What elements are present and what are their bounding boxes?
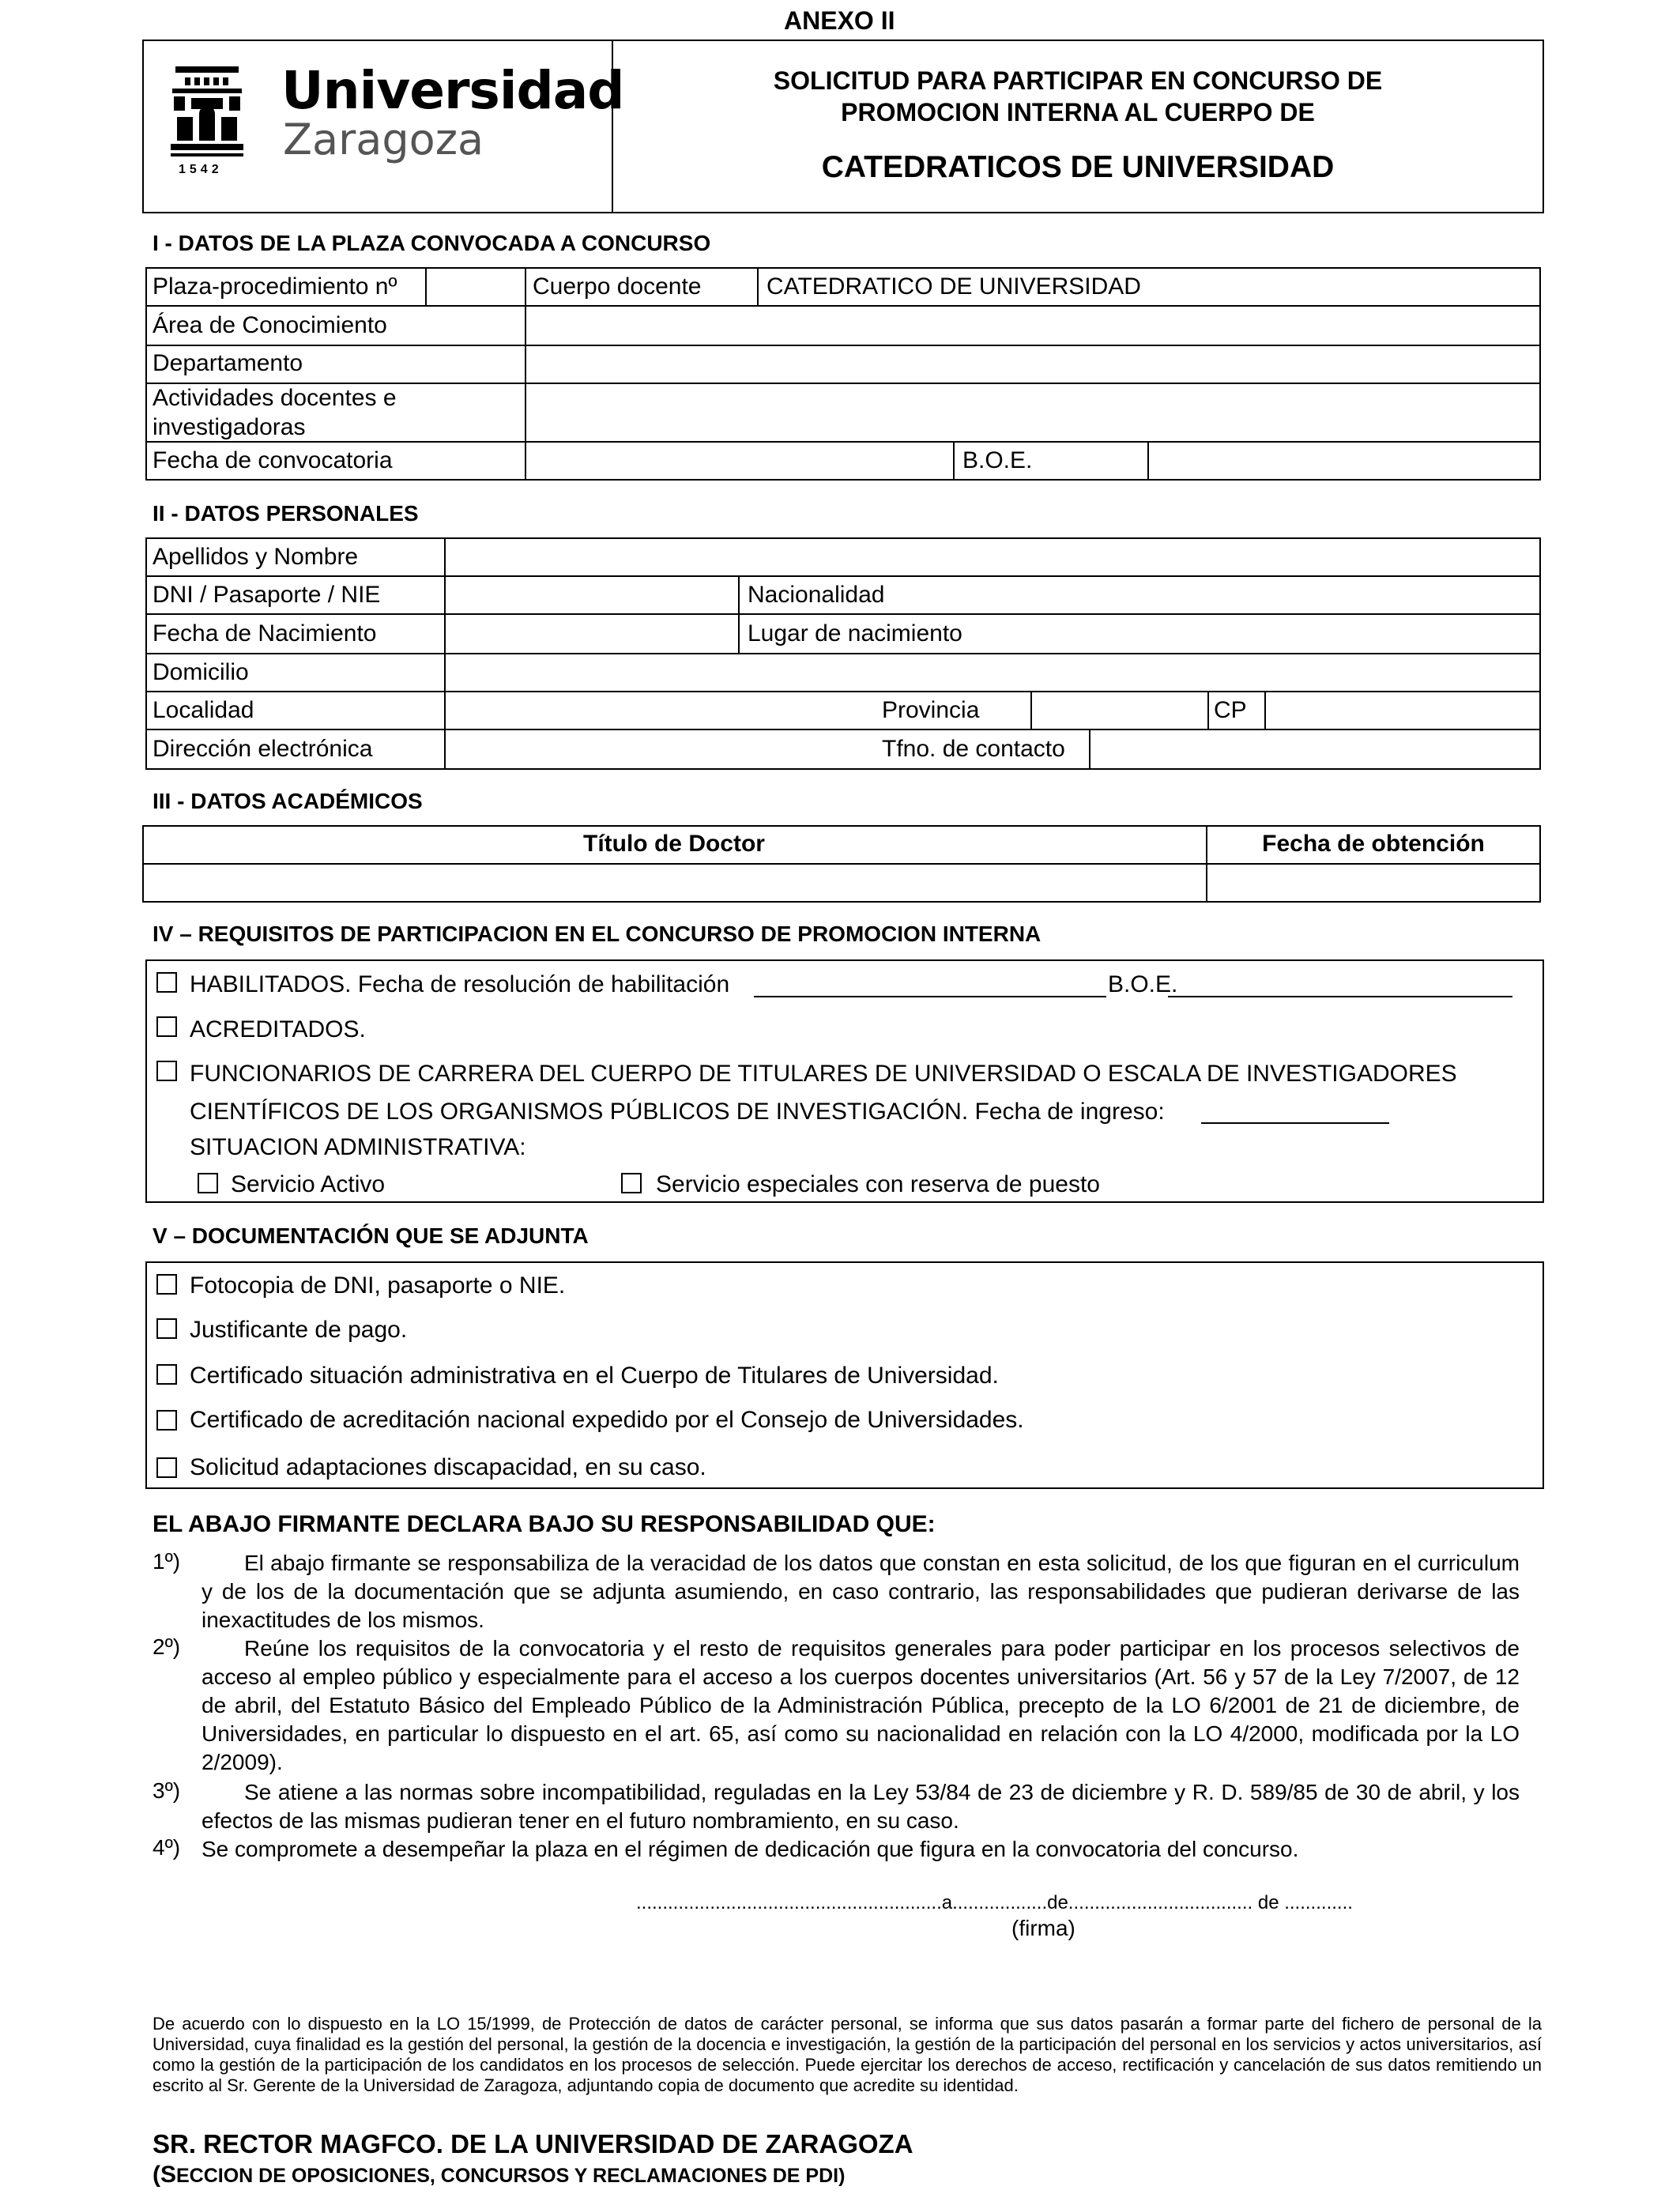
cuerpo-value: CATEDRATICO DE UNIVERSIDAD <box>767 273 1141 300</box>
declaration-item-text: El abajo firmante se responsabiliza de la veracidad de los datos que constan en esta solicitud, de los que figuran en el curriculum y de los de la documentación que se adjunta asumiendo, en caso contrario, las responsabilidades que pudieran derivarse de las inexactitudes de los mismos. <box>202 1551 1520 1632</box>
apellidos-label: Apellidos y Nombre <box>153 544 359 570</box>
university-logo <box>164 60 624 187</box>
signature-label: (firma) <box>1011 1916 1075 1940</box>
plaza-field[interactable] <box>427 269 523 305</box>
servicio-activo-label: Servicio Activo <box>231 1171 386 1197</box>
declaration-item-text: Se compromete a desempeñar la plaza en el régimen de dedicación que figura en la convocatoria del concurso. <box>202 1837 1299 1861</box>
apellidos-field[interactable] <box>446 539 1539 574</box>
signature-line[interactable]: ..........................................................a..................de................................... de ............. <box>636 1892 1353 1913</box>
localidad-label: Localidad <box>153 697 254 723</box>
domicilio-label: Domicilio <box>153 659 249 685</box>
s2-row-line <box>145 613 1541 615</box>
email-field[interactable] <box>446 730 871 768</box>
boe-field[interactable] <box>1149 443 1539 479</box>
section3-title: III - DATOS ACADÉMICOS <box>153 789 423 813</box>
section1-title: I - DATOS DE LA PLAZA CONVOCADA A CONCURSO <box>153 231 711 255</box>
doc-pago-checkbox[interactable] <box>156 1318 177 1339</box>
dni-field[interactable] <box>446 577 736 612</box>
s2-row-line <box>145 575 1541 577</box>
doc-item: Solicitud adaptaciones discapacidad, en su caso. <box>190 1454 706 1480</box>
s2-col-line <box>738 575 740 654</box>
provincia-field[interactable] <box>1032 692 1206 727</box>
request-title-line2: PROMOCION INTERNA AL CUERPO DE <box>841 98 1315 126</box>
actividades-field[interactable] <box>526 384 1539 439</box>
doc-item: Justificante de pago. <box>190 1317 408 1343</box>
tfno-label: Tfno. de contacto <box>882 736 1065 762</box>
habilitacion-date-line[interactable] <box>754 996 1106 997</box>
departamento-field[interactable] <box>526 346 1539 381</box>
doc-dni-checkbox[interactable] <box>156 1274 177 1295</box>
funcionarios-label-line2: CIENTÍFICOS DE LOS ORGANISMOS PÚBLICOS DE INVESTIGACIÓN. Fecha de ingreso: <box>190 1099 1165 1125</box>
actividades-label-2: investigadoras <box>153 414 306 440</box>
declaration-item-number: 2º) <box>153 1634 181 1659</box>
fecha-ingreso-line[interactable] <box>1201 1122 1389 1124</box>
actividades-label-1: Actividades docentes e <box>153 385 397 411</box>
tfno-field[interactable] <box>1090 730 1539 768</box>
habilitados-checkbox[interactable] <box>156 972 177 993</box>
servicio-especiales-checkbox[interactable] <box>621 1173 642 1193</box>
section5-title: V – DOCUMENTACIÓN QUE SE ADJUNTA <box>153 1223 589 1248</box>
addressee-line1: SR. RECTOR MAGFCO. DE LA UNIVERSIDAD DE ZARAGOZA <box>153 2129 913 2158</box>
habilitacion-boe-line[interactable] <box>1168 996 1512 997</box>
funcionarios-label-line1: FUNCIONARIOS DE CARRERA DEL CUERPO DE TITULARES DE UNIVERSIDAD O ESCALA DE INVESTIGADORES <box>190 1061 1457 1087</box>
fecha-convocatoria-label: Fecha de convocatoria <box>153 447 393 473</box>
doc-certificado-situacion-checkbox[interactable] <box>156 1364 177 1385</box>
addressee-line2 <box>153 2162 845 2192</box>
declaration-item-number: 1º) <box>153 1549 181 1574</box>
fecha-nacimiento-field[interactable] <box>446 615 736 651</box>
acreditados-label: ACREDITADOS. <box>190 1016 366 1042</box>
doc-item: Fotocopia de DNI, pasaporte o NIE. <box>190 1272 566 1299</box>
situacion-label: SITUACION ADMINISTRATIVA: <box>190 1134 526 1160</box>
titulo-doctor-field[interactable] <box>144 865 1204 901</box>
s2-col-line <box>1207 691 1209 730</box>
fecha-obtencion-field[interactable] <box>1207 865 1539 901</box>
declaration-title: EL ABAJO FIRMANTE DECLARA BAJO SU RESPONSABILIDAD QUE: <box>153 1511 936 1537</box>
funcionarios-checkbox[interactable] <box>156 1061 177 1081</box>
localidad-field[interactable] <box>446 692 871 727</box>
annex-label: ANEXO II <box>784 6 895 35</box>
lugar-nacimiento-label: Lugar de nacimiento <box>748 620 962 647</box>
s1-col-line <box>953 441 955 481</box>
domicilio-field[interactable] <box>446 654 1539 689</box>
fecha-convocatoria-field[interactable] <box>526 443 951 479</box>
nacionalidad-label: Nacionalidad <box>748 582 885 608</box>
titulo-doctor-header: Título de Doctor <box>583 831 765 857</box>
addressee-line2-rest: ECCION DE OPOSICIONES, CONCURSOS Y RECLAMACIONES DE PDI) <box>176 2165 846 2187</box>
doc-certificado-acreditacion-checkbox[interactable] <box>156 1410 177 1431</box>
doc-item: Certificado de acreditación nacional expedido por el Consejo de Universidades. <box>190 1407 1024 1433</box>
doc-item: Certificado situación administrativa en el Cuerpo de Titulares de Universidad. <box>190 1363 999 1389</box>
declaration-item-text: Se atiene a las normas sobre incompatibilidad, reguladas en la Ley 53/84 de 23 de diciembre y R. D. 589/85 de 30 de abril, y los efectos de las mismas pudieran tener en el futuro nombramiento, en su caso. <box>202 1780 1520 1833</box>
fecha-nacimiento-label: Fecha de Nacimiento <box>153 620 377 647</box>
boe-label: B.O.E. <box>962 447 1033 473</box>
servicio-activo-checkbox[interactable] <box>198 1173 218 1193</box>
doc-adaptaciones-checkbox[interactable] <box>156 1457 177 1478</box>
area-field[interactable] <box>526 307 1539 343</box>
university-city: Zaragoza <box>283 115 484 164</box>
cp-label: CP <box>1214 697 1247 723</box>
addressee-line2-initial: (S <box>153 2162 176 2188</box>
cp-field[interactable] <box>1266 692 1539 727</box>
privacy-notice: De acuerdo con lo dispuesto en la LO 15/1999, de Protección de datos de carácter personal, se informa que sus datos pasarán a formar parte del fichero de personal de la Universidad, cuya finalidad es la gestión del personal, la gestión de la docencia e investigación, la gestión de la participación del personal en los servicios y actos universitarios, así como la gestión de la participación de los candidatos en los procesos de selección. Puede ejercitar los derechos de acceso, rectificación y cancelación de sus datos remitiendo un escrito al Sr. Gerente de la Universidad de Zaragoza, adjuntando copia de documento que acredite su identidad. <box>153 2014 1542 2095</box>
declaration-item-number: 4º) <box>153 1835 181 1860</box>
area-label: Área de Conocimiento <box>153 312 387 338</box>
cuerpo-label: Cuerpo docente <box>533 273 702 300</box>
acreditados-checkbox[interactable] <box>156 1016 177 1037</box>
dni-label: DNI / Pasaporte / NIE <box>153 582 381 608</box>
fecha-obtencion-header: Fecha de obtención <box>1262 831 1485 857</box>
provincia-label: Provincia <box>882 697 980 723</box>
section2-title: II - DATOS PERSONALES <box>153 501 419 526</box>
university-crest-icon <box>168 65 247 175</box>
plaza-label: Plaza-procedimiento nº <box>153 273 397 300</box>
habilitados-label: HABILITADOS. Fecha de resolución de habilitación <box>190 971 730 997</box>
servicio-especiales-label: Servicio especiales con reserva de puesto <box>656 1171 1100 1197</box>
declaration-item-text: Reúne los requisitos de la convocatoria y el resto de requisitos generales para poder participar en los procesos selectivos de acceso al empleo público y especialmente para el acceso a los cuerpos docentes universitarios (Art. 56 y 57 de la Ley 7/2007, de 12 de abril, del Estatuto Básico del Empleado Público de la Administración Pública, precepto de la LO 6/2001 de 21 de diciembre, de Universidades, en particular lo dispuesto en el art. 65, así como su nacionalidad en relación con la LO 4/2000, modificada por la LO 2/2009). <box>202 1636 1520 1774</box>
habilitados-boe-label: B.O.E. <box>1108 971 1178 997</box>
departamento-label: Departamento <box>153 350 303 376</box>
body-title: CATEDRATICOS DE UNIVERSIDAD <box>821 150 1335 184</box>
declaration-item-number: 3º) <box>153 1778 181 1803</box>
email-label: Dirección electrónica <box>153 736 373 762</box>
founding-year: 1542 <box>179 163 223 176</box>
university-name: Universidad <box>281 60 624 121</box>
section4-title: IV – REQUISITOS DE PARTICIPACION EN EL CONCURSO DE PROMOCION INTERNA <box>153 922 1042 946</box>
s1-col-line <box>757 267 759 307</box>
request-title-line1: SOLICITUD PARA PARTICIPAR EN CONCURSO DE <box>773 66 1383 95</box>
